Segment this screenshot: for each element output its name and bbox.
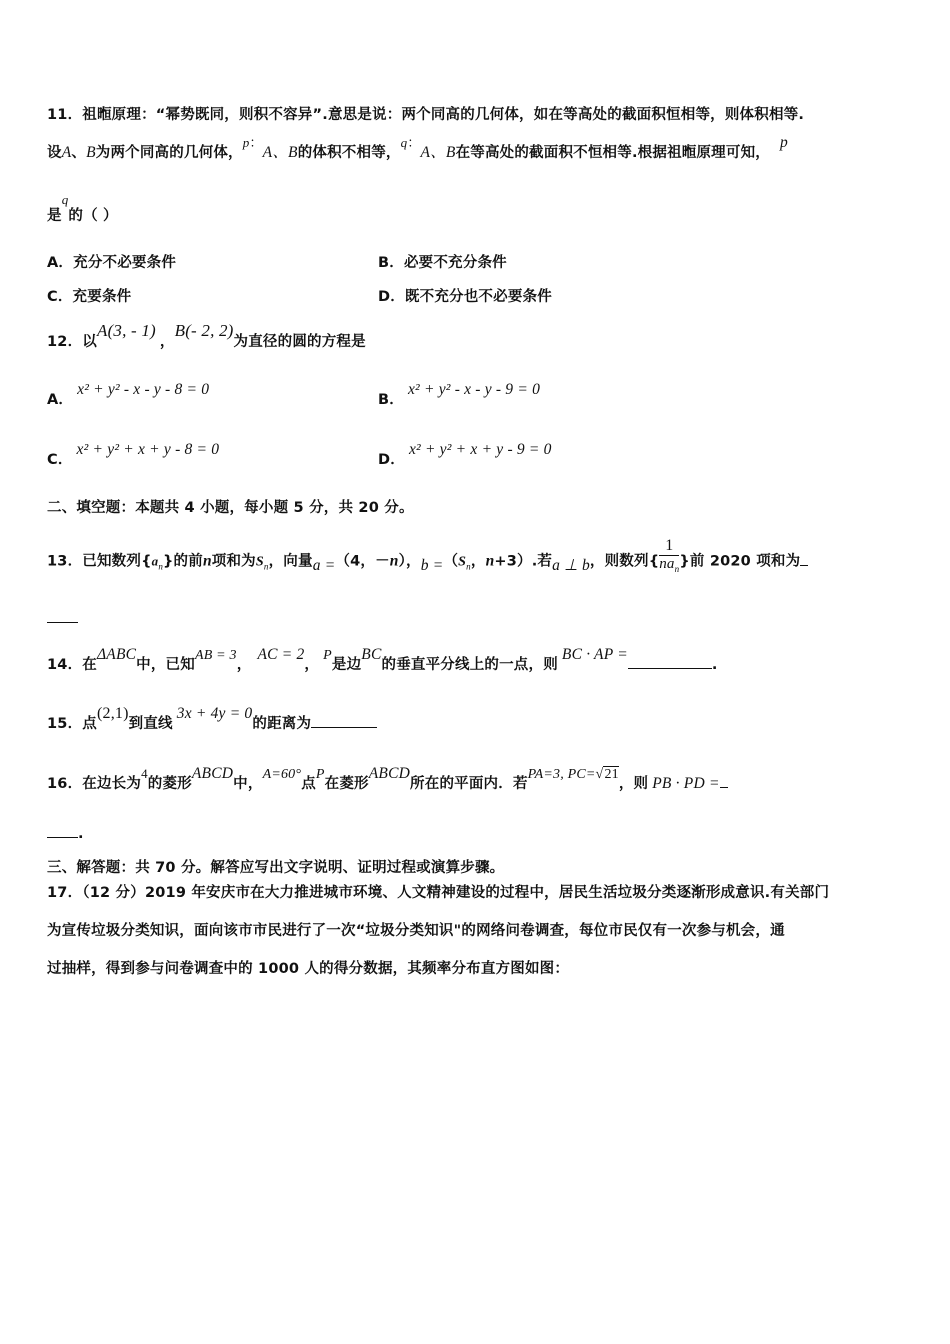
fraction-1-over-nan: $\frac{1}{na_n}$ [659, 537, 680, 574]
q16-answer-blank-start[interactable] [720, 773, 728, 788]
q11-option-d: D．既不充分也不必要条件 [378, 289, 552, 305]
q12-option-d: D．x² + y² + x + y - 9 = 0 [378, 441, 552, 468]
q12-option-c: C．x² + y² + x + y - 8 = 0 [47, 441, 220, 468]
section-2-heading: 二、填空题：本题共 4 小题，每小题 5 分，共 20 分。 [47, 500, 414, 516]
q15-answer-blank[interactable] [311, 713, 377, 728]
q11-option-a: A．充分不必要条件 [47, 255, 177, 271]
q17-line3: 过抽样，得到参与问卷调查中的 1000 人的得分数据，其频率分布直方图如图： [47, 961, 570, 977]
q11-option-b: B．必要不充分条件 [378, 255, 507, 271]
q13-answer-blank-start[interactable] [800, 551, 808, 566]
q12-option-b: B．x² + y² - x - y - 9 = 0 [378, 381, 541, 408]
q15-stem: 15．点(2,1)到直线3x + 4y = 0的距离为 [47, 712, 377, 733]
q17-line1: 17．（12 分）2019 年安庆市在大力推进城市环境、人文精神建设的过程中，居民生活垃圾分类逐渐形成意识.有关部门 [47, 885, 830, 901]
q16-stem: 16．在边长为4的菱形ABCD中，A=60°点P在菱形ABCD所在的平面内．若PA=3, PC=√21，则 PB · PD = [47, 772, 728, 793]
q16-answer-blank[interactable] [47, 823, 78, 838]
q11-option-c: C．充要条件 [47, 289, 132, 305]
q13-stem: 13．已知数列$\{a_n\}$的前n项和为$S_n$，向量a =（4，－n），$b =(S_n$，n+3）.若a ⊥ b，则数列{ $\frac{1}{na_n}$ }前 2020 项和为 [47, 543, 808, 580]
q11-line3: 是q的（ ） [47, 192, 118, 224]
q12-stem: 12．以A(3, - 1)，B(- 2, 2)为直径的圆的方程是 [47, 321, 366, 350]
q14-answer-blank[interactable] [628, 654, 712, 669]
q13-answer-blank[interactable] [47, 608, 78, 623]
q16-answer-blank-line: . [47, 823, 84, 842]
section-3-heading: 三、解答题：共 70 分。解答应写出文字说明、证明过程或演算步骤。 [47, 860, 505, 876]
q17-line2: 为宣传垃圾分类知识，面向该市市民进行了一次“垃圾分类知识"的网络问卷调查，每位市民仅有一次参与机会，通 [47, 923, 785, 939]
q12-option-a: A．x² + y² - x - y - 8 = 0 [47, 381, 210, 408]
q14-stem: 14．在ΔABC中，已知AB = 3，AC = 2，P是边BC的垂直平分线上的一点，则BC · AP =. [47, 646, 718, 673]
q11-line2: 设A、B为两个同高的几何体，p：A、B的体积不相等，q：A、B在等高处的截面积不恒相等.根据祖暅原理可知，p [47, 134, 788, 161]
q11-line1: 11．祖暅原理：“幂势既同，则积不容异”.意思是说：两个同高的几何体，如在等高处的截面积恒相等，则体积相等. [47, 107, 805, 123]
